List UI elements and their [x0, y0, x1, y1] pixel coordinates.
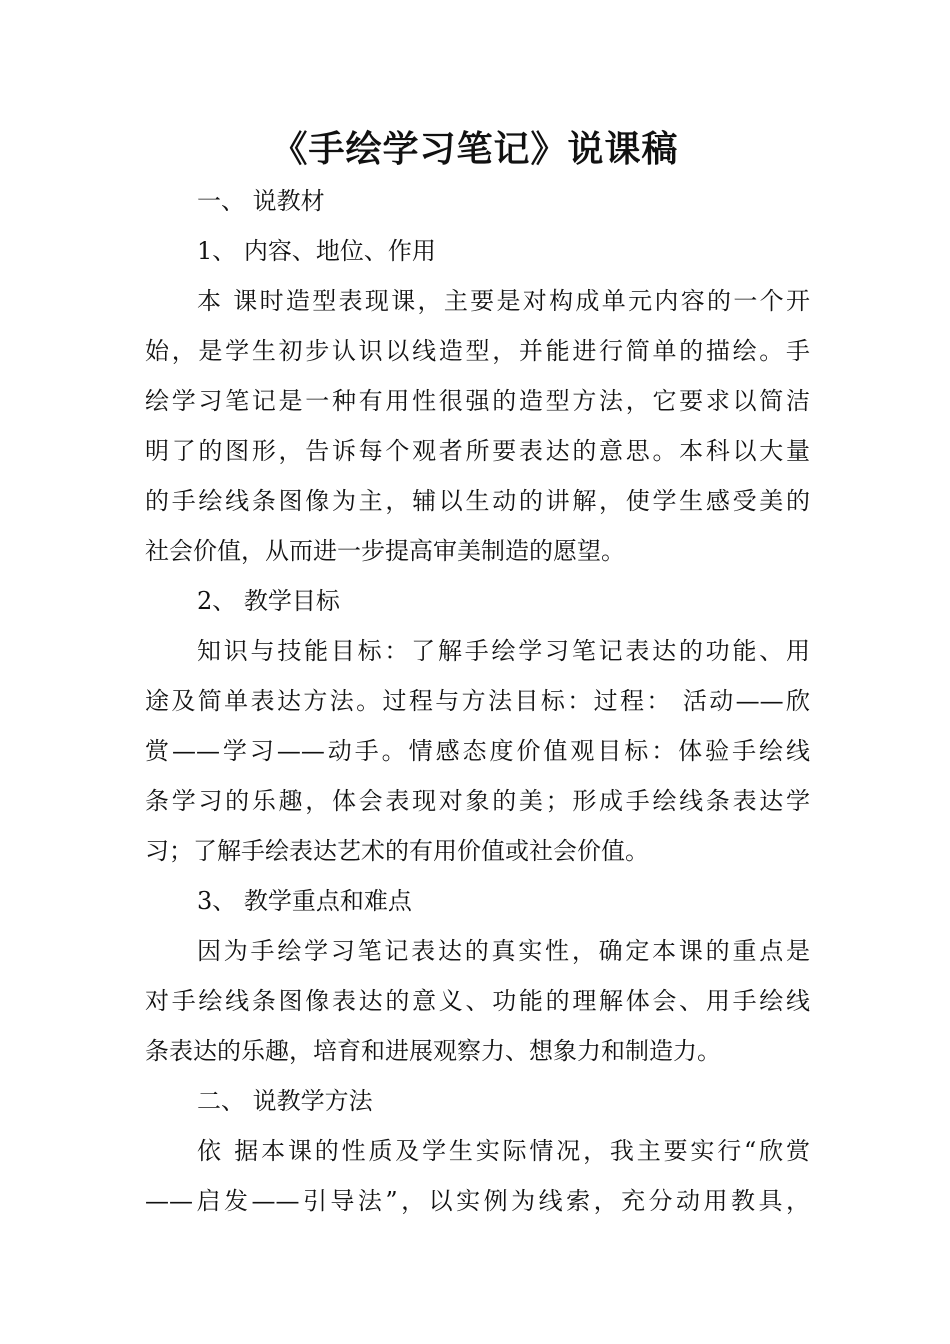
paragraph-line: 途及简单表达方法。过程与方法目标：过程： 活动——欣 [145, 687, 810, 715]
paragraph-line: ——启发——引导法”，以实例为线索，充分动用教具， [145, 1187, 810, 1215]
paragraph-line: 绘学习笔记是一种有用性很强的造型方法，它要求以简洁 [145, 387, 810, 415]
section-heading: 二、 说教学方法 [197, 1087, 373, 1115]
paragraph-line: 本 课时造型表现课，主要是对构成单元内容的一个开 [197, 287, 810, 315]
paragraph-line: 条学习的乐趣，体会表现对象的美；形成手绘线条表达学 [145, 787, 810, 815]
paragraph-line: 明了的图形，告诉每个观者所要表达的意思。本科以大量 [145, 437, 810, 465]
subsection-heading: 1、 内容、地位、作用 [197, 237, 436, 265]
subsection-heading: 3、 教学重点和难点 [197, 887, 412, 915]
paragraph-line: 知识与技能目标：了解手绘学习笔记表达的功能、用 [197, 637, 810, 665]
document-body [145, 176, 810, 1226]
document-title: 《手绘学习笔记》说课稿 [271, 129, 679, 170]
paragraph-line: 的手绘线条图像为主，辅以生动的讲解，使学生感受美的 [145, 487, 810, 515]
paragraph-line: 因为手绘学习笔记表达的真实性，确定本课的重点是 [197, 937, 810, 965]
paragraph-line: 赏——学习——动手。情感态度价值观目标：体验手绘线 [145, 737, 810, 765]
paragraph-line: 社会价值，从而进一步提高审美制造的愿望。 [145, 537, 625, 565]
paragraph-line: 依 据本课的性质及学生实际情况，我主要实行“欣赏 [197, 1137, 810, 1165]
section-heading: 一、 说教材 [197, 187, 325, 215]
paragraph-line: 对手绘线条图像表达的意义、功能的理解体会、用手绘线 [145, 987, 810, 1015]
paragraph-line: 条表达的乐趣，培育和进展观察力、想象力和制造力。 [145, 1037, 721, 1065]
paragraph-line: 习；了解手绘表达艺术的有用价值或社会价值。 [145, 837, 649, 865]
subsection-heading: 2、 教学目标 [197, 587, 340, 615]
paragraph-line: 始，是学生初步认识以线造型，并能进行简单的描绘。手 [145, 337, 810, 365]
